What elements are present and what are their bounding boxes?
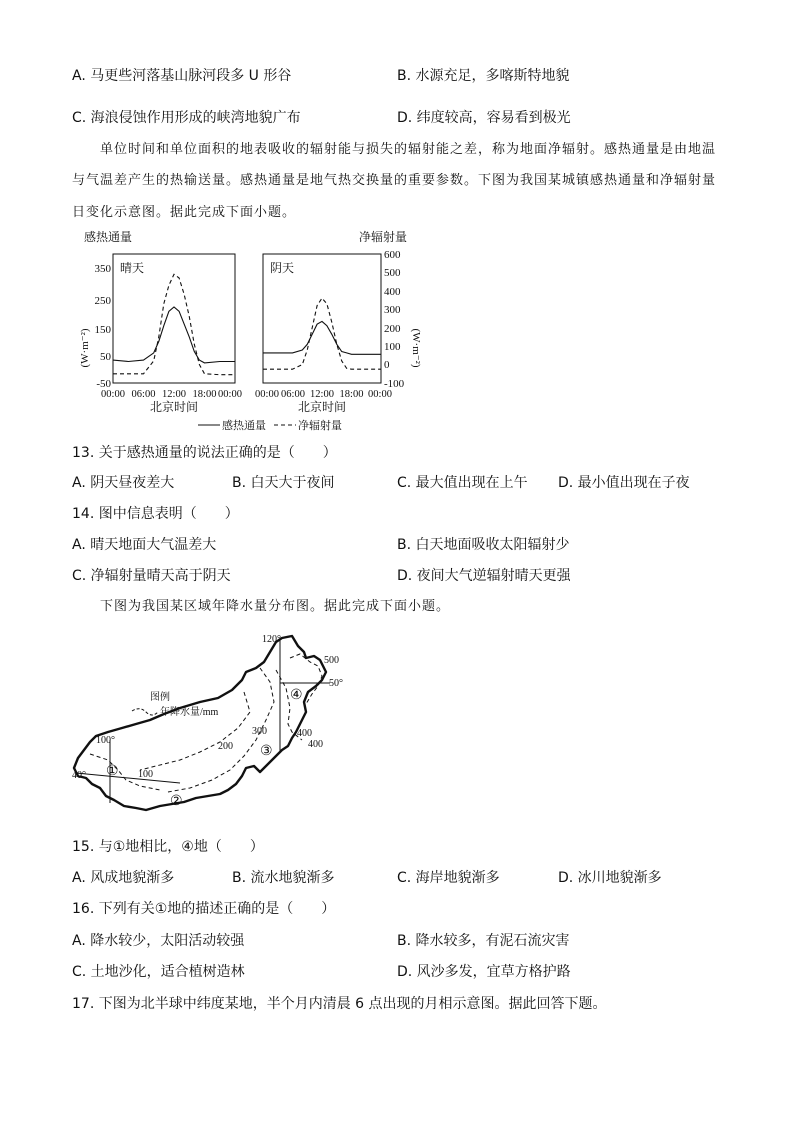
x-tick: 12:00 bbox=[162, 389, 186, 400]
q16-option-c: C. 土地沙化，适合植树造林 bbox=[72, 964, 245, 980]
left-tick: 150 bbox=[94, 324, 111, 336]
q13-option-d: D. 最小值出现在子夜 bbox=[558, 475, 690, 491]
q15-option-b: B. 流水地貌渐多 bbox=[232, 870, 335, 886]
panel-sunny-title: 晴天 bbox=[120, 261, 145, 275]
left-tick: 250 bbox=[94, 295, 111, 307]
q17-stem: 17. 下图为北半球中纬度某地，半个月内清晨 6 点出现的月相示意图。据此回答下题。 bbox=[72, 996, 607, 1012]
legend-dashed-label: 净辐射量 bbox=[298, 420, 342, 432]
q16-option-b: B. 降水较多，有泥石流灾害 bbox=[397, 933, 570, 949]
left-tick: 350 bbox=[94, 263, 111, 275]
right-tick: -100 bbox=[384, 378, 405, 390]
location-4: ④ bbox=[290, 688, 303, 703]
right-axis-title: 净辐射量 bbox=[359, 230, 408, 244]
isohyet-400-label: 400 bbox=[297, 728, 312, 739]
panel-cloudy bbox=[263, 254, 381, 383]
right-tick: 500 bbox=[384, 267, 401, 279]
location-3: ③ bbox=[260, 744, 273, 759]
q15-option-d: D. 冰川地貌渐多 bbox=[558, 870, 662, 886]
x-tick: 00:00 bbox=[255, 389, 279, 400]
x-tick: 06:00 bbox=[281, 389, 305, 400]
x-tick: 00:00 bbox=[218, 389, 242, 400]
right-tick: 100 bbox=[384, 341, 401, 353]
right-tick: 600 bbox=[384, 249, 401, 261]
x-label-sunny: 北京时间 bbox=[149, 400, 199, 414]
map-legend bbox=[132, 690, 219, 718]
q13-option-c: C. 最大值出现在上午 bbox=[397, 475, 528, 491]
isohyet-300-label: 300 bbox=[252, 726, 267, 737]
radiation-chart bbox=[70, 228, 420, 434]
q14-option-a: A. 晴天地面大气温差大 bbox=[72, 537, 217, 553]
net-radiation-line-sunny bbox=[113, 274, 235, 374]
chart-legend bbox=[198, 418, 342, 432]
left-tick: -50 bbox=[96, 378, 111, 390]
left-axis-title: 感热通量 bbox=[84, 230, 133, 244]
legend-title: 图例 bbox=[150, 692, 170, 703]
right-tick: 300 bbox=[384, 304, 401, 316]
q13-stem: 13. 关于感热通量的说法正确的是（ ） bbox=[72, 445, 337, 461]
y-left-label: (W·m⁻²) bbox=[79, 328, 91, 368]
q12-option-d: D. 纬度较高，容易看到极光 bbox=[397, 110, 571, 126]
q16-option-a: A. 降水较少，太阳活动较强 bbox=[72, 933, 245, 949]
legend-item: 年降水量/mm bbox=[160, 707, 219, 718]
x-tick: 00:00 bbox=[101, 389, 125, 400]
lon-100-label: 100° bbox=[96, 735, 115, 746]
panel-cloudy-title: 阴天 bbox=[270, 261, 295, 275]
q12-option-b: B. 水源充足，多喀斯特地貌 bbox=[397, 68, 570, 84]
x-ticks bbox=[101, 389, 392, 400]
passage2: 下图为我国某区域年降水量分布图。据此完成下面小题。 bbox=[100, 599, 451, 614]
right-tick: 400 bbox=[384, 286, 401, 298]
legend-solid-label: 感热通量 bbox=[222, 420, 266, 432]
q13-option-a: A. 阴天昼夜差大 bbox=[72, 475, 175, 491]
q14-option-c: C. 净辐射量晴天高于阴天 bbox=[72, 568, 231, 584]
isohyet-400-label-2: 400 bbox=[308, 739, 323, 750]
q16-stem: 16. 下列有关①地的描述正确的是（ ） bbox=[72, 901, 336, 917]
net-radiation-line-cloudy bbox=[263, 298, 381, 369]
x-tick: 18:00 bbox=[339, 389, 364, 400]
panel-sunny bbox=[113, 254, 235, 383]
location-1: ① bbox=[106, 764, 119, 779]
left-ticks bbox=[95, 263, 112, 390]
q16-option-d: D. 风沙多发，宜草方格护路 bbox=[397, 964, 571, 980]
location-2: ② bbox=[170, 794, 183, 809]
q13-option-b: B. 白天大于夜间 bbox=[232, 475, 335, 491]
isohyet-200-label: 200 bbox=[218, 741, 233, 752]
isohyet-500-label: 500 bbox=[324, 655, 339, 666]
right-tick: 0 bbox=[384, 359, 390, 371]
x-tick: 06:00 bbox=[131, 389, 156, 400]
x-tick: 18:00 bbox=[192, 389, 217, 400]
sensible-heat-flux-line-cloudy bbox=[263, 321, 381, 354]
lat-40-label: 40° bbox=[72, 770, 86, 781]
q14-option-d: D. 夜间大气逆辐射晴天更强 bbox=[397, 568, 571, 584]
right-ticks bbox=[384, 249, 405, 390]
x-tick: 00:00 bbox=[368, 389, 392, 400]
isohyets bbox=[90, 654, 322, 792]
q15-option-a: A. 风成地貌渐多 bbox=[72, 870, 175, 886]
q15-option-c: C. 海岸地貌渐多 bbox=[397, 870, 500, 886]
q12-option-a: A. 马更些河落基山脉河段多 U 形谷 bbox=[72, 68, 292, 84]
lat-50-label: 50° bbox=[329, 678, 343, 689]
y-right-label: (W·m⁻²) bbox=[410, 328, 422, 368]
q14-option-b: B. 白天地面吸收太阳辐射少 bbox=[397, 537, 570, 553]
q12-option-c: C. 海浪侵蚀作用形成的峡湾地貌广布 bbox=[72, 110, 301, 126]
lon-120-label: 120° bbox=[262, 634, 281, 645]
x-tick: 12:00 bbox=[310, 389, 334, 400]
left-tick: 50 bbox=[100, 351, 111, 363]
q14-stem: 14. 图中信息表明（ ） bbox=[72, 506, 239, 522]
passage1-line1: 单位时间和单位面积的地表吸收的辐射能与损失的辐射能之差，称为地面净辐射。感热通量是由地温 bbox=[100, 142, 717, 157]
passage1-line2: 与气温差产生的热输送量。感热通量是地气热交换量的重要参数。下图为我国某城镇感热通量和净辐射量 bbox=[72, 173, 717, 188]
q15-stem: 15. 与①地相比，④地（ ） bbox=[72, 839, 264, 855]
right-tick: 200 bbox=[384, 323, 401, 335]
x-label-cloudy: 北京时间 bbox=[297, 400, 347, 414]
legend-isohyet-swatch bbox=[132, 709, 158, 715]
parallel-40 bbox=[76, 773, 180, 783]
precipitation-map bbox=[60, 628, 360, 823]
sensible-heat-flux-line-sunny bbox=[113, 307, 235, 363]
passage1-line3: 日变化示意图。据此完成下面小题。 bbox=[72, 205, 297, 220]
isohyet-100-label: 100 bbox=[138, 769, 153, 780]
